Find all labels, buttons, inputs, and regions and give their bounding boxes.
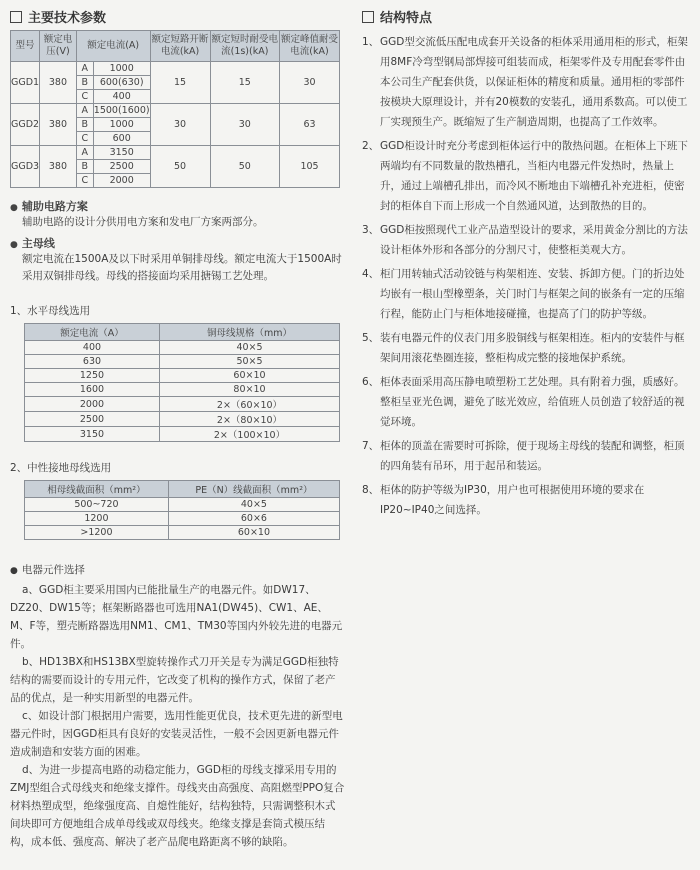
bullet-icon: ● (10, 203, 18, 213)
feature-number: 4、 (362, 268, 380, 280)
table-cell: 60×6 (168, 512, 339, 526)
col-header: 额定短路开断电流(kA) (150, 31, 210, 62)
feature-number: 7、 (362, 440, 380, 452)
bullet-icon: ● (10, 566, 18, 576)
table-row (25, 383, 340, 397)
neutral-busbar-table (24, 480, 340, 540)
feature-number: 1、 (362, 36, 380, 48)
feature-item (362, 32, 692, 132)
current-cell: 600 (93, 132, 150, 146)
grade-cell: C (76, 90, 93, 104)
features-list (362, 32, 692, 520)
current-cell: 3150 (93, 146, 150, 160)
table-cell: 2500 (25, 412, 160, 427)
table-row (25, 512, 340, 526)
short-time-cell: 30 (210, 104, 280, 146)
checkbox-square-icon (10, 11, 22, 23)
element-paragraph: a、GGD柜主要采用国内已能批量生产的电器元件。如DW17、DZ20、DW15等；框架断路器也可选用NA1(DW45)、CW1、AE、M、F等，塑壳断路器选用NM1、CM1、TM30等国内外较先进的电器元件。 (10, 584, 343, 650)
col-header: 额定电流(A) (76, 31, 150, 62)
main-busbar-text: 额定电流在1500A及以下时采用单铜排母线。额定电流大于1500A时采用双铜排母线。母线的搭接面均采用搪锡工艺处理。 (22, 253, 342, 282)
short-time-cell: 15 (210, 62, 280, 104)
table-cell: 630 (25, 355, 160, 369)
current-cell: 1000 (93, 118, 150, 132)
grade-cell: B (76, 160, 93, 174)
breaking-cell: 30 (150, 104, 210, 146)
feature-text: 装有电器元件的仪表门用多股铜线与框架相连。柜内的安装件与框架间用滚花垫圈连接，整柜构成完整的接地保护系统。 (380, 332, 685, 364)
voltage-cell: 380 (40, 62, 77, 104)
voltage-cell: 380 (40, 146, 77, 188)
structure-section-title: 结构特点 (362, 8, 692, 30)
grade-cell: B (76, 118, 93, 132)
feature-text: GGD柜按照现代工业产品造型设计的要求，采用黄金分割比的方法设计柜体外形和各部分的分割尺寸，使整柜美观大方。 (380, 224, 688, 256)
elements-list (10, 581, 345, 851)
feature-item (362, 264, 692, 324)
bullet-icon: ● (10, 240, 18, 250)
current-cell: 2000 (93, 174, 150, 188)
table-row (11, 104, 340, 118)
current-cell: 600(630) (93, 76, 150, 90)
main-busbar-heading: ● 主母线 (10, 237, 55, 250)
table-cell: 2×（60×10） (159, 397, 339, 412)
grade-cell: A (76, 146, 93, 160)
model-cell: GGD2 (11, 104, 40, 146)
breaking-cell: 50 (150, 146, 210, 188)
table-row (11, 62, 340, 76)
col-header: 额定短时耐受电流(1s)(kA) (210, 31, 280, 62)
feature-item (362, 372, 692, 432)
right-column (362, 8, 692, 524)
feature-text: 柜体表面采用高压静电喷塑粉工艺处理。具有附着力强，质感好。整柜呈亚光色调，避免了眩光效应，给值班人员创造了较舒适的视觉环境。 (380, 376, 685, 428)
table-cell: 60×10 (159, 369, 339, 383)
current-cell: 1500(1600) (93, 105, 150, 116)
table-cell: 1600 (25, 383, 160, 397)
feature-text: GGD柜设计时充分考虑到柜体运行中的散热问题。在柜体上下班下两端均有不同数量的散热槽孔，当柜内电器元件发热时，热量上升，通过上端槽孔排出，而冷风不断地由下端槽孔补充进柜，使密封的柜体自下而上形成一个自然通风道，达到散热的目的。 (380, 140, 688, 212)
grade-cell: A (76, 62, 93, 76)
feature-item (362, 220, 692, 260)
table-cell: 1200 (25, 512, 169, 526)
feature-number: 5、 (362, 332, 380, 344)
feature-item (362, 436, 692, 476)
table-row (25, 341, 340, 355)
col-header: 额定电流（A） (25, 324, 160, 341)
feature-number: 2、 (362, 140, 380, 152)
table-row (25, 526, 340, 540)
checkbox-square-icon (362, 11, 374, 23)
short-time-cell: 50 (210, 146, 280, 188)
table-row (25, 355, 340, 369)
table-cell: 2×（80×10） (159, 412, 339, 427)
table-row (25, 427, 340, 442)
table-cell: 40×5 (168, 498, 339, 512)
table-cell: 80×10 (159, 383, 339, 397)
horizontal-busbar-title: 1、水平母线选用 (10, 305, 91, 317)
spec-table (10, 30, 340, 188)
table-cell: 2000 (25, 397, 160, 412)
peak-cell: 63 (280, 104, 340, 146)
breaking-cell: 15 (150, 62, 210, 104)
specs-section-title: 主要技术参数 (10, 8, 345, 30)
current-cell: 400 (93, 90, 150, 104)
model-cell: GGD3 (11, 146, 40, 188)
current-cell: 2500 (93, 160, 150, 174)
aux-circuit-heading: ● 辅助电路方案 (10, 200, 88, 213)
left-column (10, 8, 345, 851)
feature-text: 柜体的顶盖在需要时可拆除，便于现场主母线的装配和调整，柜顶的四角装有吊环，用于起吊和装运。 (380, 440, 685, 472)
col-header: 铜母线规格（mm） (159, 324, 339, 341)
element-paragraph: d、为进一步提高电路的动稳定能力，GGD柜的母线支撑采用专用的ZMJ型组合式母线夹和绝缘支撑件。母线夹由高强度、高阻燃型PPO复合材料热塑成型，绝缘强度高、自熄性能好，结构独特，只需调整积木式间块即可方便地组合成单母线或双母线夹。绝缘支撑是套筒式模压结构，成本低、强度高、解决了老产品爬电路距离不够的缺陷。 (10, 764, 345, 848)
table-row (11, 146, 340, 160)
model-cell: GGD1 (11, 62, 40, 104)
table-cell: >1200 (25, 526, 169, 540)
table-cell: 2×（100×10） (159, 427, 339, 442)
feature-item (362, 136, 692, 216)
grade-cell: A (76, 104, 93, 118)
table-row (25, 397, 340, 412)
table-cell: 40×5 (159, 341, 339, 355)
feature-number: 3、 (362, 224, 380, 236)
col-header: 额定电压(V) (40, 31, 77, 62)
voltage-cell: 380 (40, 104, 77, 146)
table-cell: 1250 (25, 369, 160, 383)
table-row (25, 369, 340, 383)
feature-text: GGD型交流低压配电成套开关设备的柜体采用通用柜的形式，柜架用8MF冷弯型钢局部焊接可组装而成，柜架零件及专用配套零件由本公司生产配套供货，以保证柜体的精度和质量。通用柜的零部件按模块大原理设计，并有20模数的安装孔，通用系数高。可以使工厂实现预生产。既缩短了生产制造周期，也提高了工作效率。 (380, 36, 688, 128)
table-cell: 400 (25, 341, 160, 355)
table-cell: 500~720 (25, 498, 169, 512)
table-cell: 3150 (25, 427, 160, 442)
table-row (25, 412, 340, 427)
feature-number: 6、 (362, 376, 380, 388)
table-cell: 60×10 (168, 526, 339, 540)
horizontal-busbar-table (24, 323, 340, 442)
aux-circuit-text: 辅助电路的设计分供用电方案和发电厂方案两部分。 (22, 216, 264, 228)
feature-text: 柜体的防护等级为IP30，用户也可根据使用环境的要求在IP20~IP40之间选择。 (380, 484, 645, 516)
grade-cell: B (76, 76, 93, 90)
table-cell: 50×5 (159, 355, 339, 369)
current-cell: 1000 (93, 62, 150, 76)
grade-cell: C (76, 174, 93, 188)
col-header: 额定峰值耐受电流(kA) (280, 31, 340, 62)
col-header: PE（N）线截面积（mm²） (168, 481, 339, 498)
feature-item (362, 480, 692, 520)
peak-cell: 105 (280, 146, 340, 188)
elements-heading: ● 电器元件选择 (10, 564, 85, 576)
col-header: 型号 (11, 31, 40, 62)
element-paragraph: c、如设计部门根据用户需要，选用性能更优良，技术更先进的新型电器元件时，因GGD柜具有良好的安装灵活性，一般不会因更新电器元件造成制造和安装方面的困难。 (10, 710, 343, 758)
col-header: 相母线截面积（mm²） (25, 481, 169, 498)
element-paragraph: b、HD13BX和HS13BX型旋转操作式刀开关是专为满足GGD柜独特结构的需要而设计的专用元件，它改变了机构的操作方式，保留了老产品的优点，是一种实用新型的电器元件。 (10, 656, 339, 704)
table-row (25, 498, 340, 512)
feature-item (362, 328, 692, 368)
feature-text: 柜门用转轴式活动铰链与构架相连、安装、拆卸方便。门的折边处均嵌有一根山型橡塑条，关门时门与框架之间的嵌条有一定的压缩行程，能防止门与柜体地接碰撞，也提高了门的防护等级。 (380, 268, 685, 320)
feature-number: 8、 (362, 484, 380, 496)
peak-cell: 30 (280, 62, 340, 104)
neutral-busbar-title: 2、中性接地母线选用 (10, 462, 112, 474)
grade-cell: C (76, 132, 93, 146)
